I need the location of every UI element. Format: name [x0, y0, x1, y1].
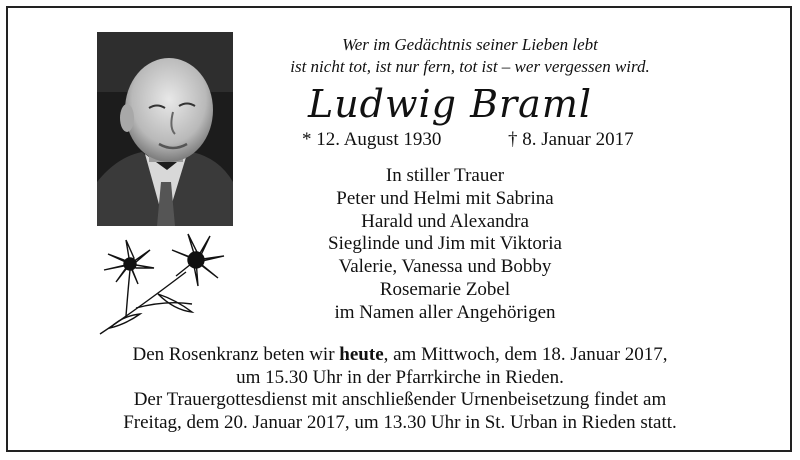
mourner-line: Harald und Alexandra [361, 210, 529, 232]
deceased-name: Ludwig Braml [307, 82, 593, 126]
mourners-list [300, 165, 590, 325]
portrait-photo [97, 32, 233, 226]
announcement-text: , am Mittwoch, dem 18. Januar 2017, [383, 344, 668, 365]
mourner-line: Rosemarie Zobel [379, 278, 511, 300]
service-announcement [40, 344, 760, 434]
announcement-line-1 [40, 344, 760, 367]
mourner-line: Sieglinde und Jim mit Viktoria [328, 233, 562, 255]
birth-date: * 12. August 1930 [302, 129, 442, 150]
quote-line-2: ist nicht tot, ist nur fern, tot ist – wer vergessen wird. [290, 57, 650, 76]
announcement-text: Den Rosenkranz beten wir [132, 344, 340, 365]
announcement-emphasis: heute [339, 344, 384, 365]
mourner-line: Peter und Helmi mit Sabrina [336, 187, 554, 209]
mourner-line: im Namen aller Angehörigen [334, 301, 556, 323]
mourner-line: In stiller Trauer [385, 165, 505, 186]
announcement-line-2: um 15.30 Uhr in der Pfarrkirche in Rieden. [236, 366, 564, 388]
announcement-line-4: Freitag, dem 20. Januar 2017, um 13.30 Uhr in St. Urban in Rieden statt. [123, 411, 677, 433]
edelweiss-icon [96, 230, 236, 338]
death-date: † 8. Januar 2017 [508, 129, 634, 150]
mourner-line: Valerie, Vanessa und Bobby [338, 256, 552, 278]
memorial-quote [240, 34, 700, 78]
quote-line-1: Wer im Gedächtnis seiner Lieben lebt [342, 35, 598, 54]
announcement-line-3: Der Trauergottesdienst mit anschließender Urnenbeisetzung findet am [133, 389, 667, 411]
